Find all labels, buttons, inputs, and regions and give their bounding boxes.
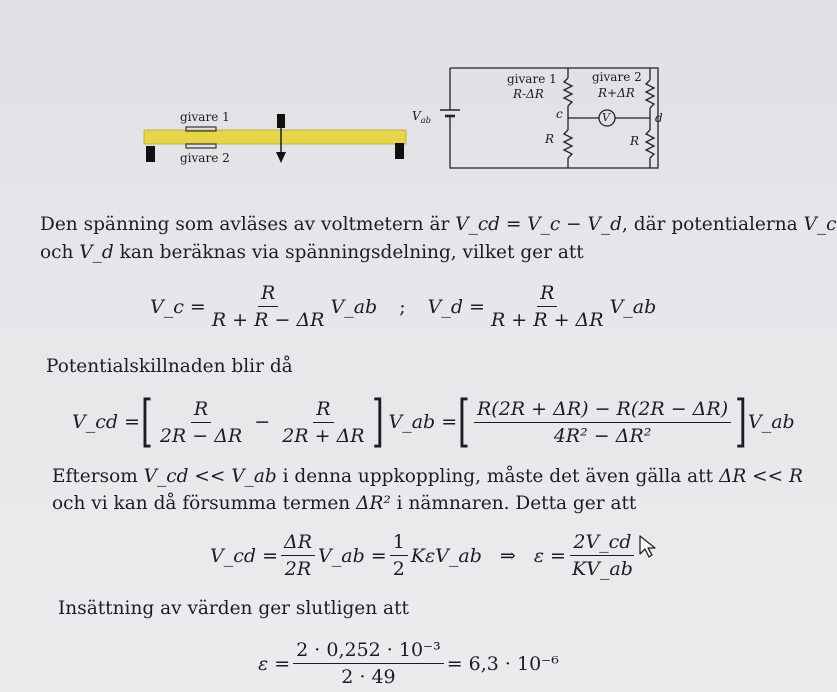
label-givare1: givare 1 (507, 72, 557, 86)
paragraph-3-line-1: Eftersom V_cd << V_ab i denna uppkoppling, måste det även gälla att ΔR << R (52, 466, 803, 487)
beam-label-givare2: givare 2 (180, 151, 230, 165)
paragraph-2: Potentialskillnaden blir då (46, 356, 293, 377)
resistor-r-right (646, 130, 654, 158)
equation-vcd: V_cd = [ $\frac{R}{2R - \Delta R}$ − $\frac{R}{2R + \Delta R}$ ] V_ab = [ $\frac{R(2R + \Delta R) - R(2R - \Delta R)}{\text{4R² − ΔR²}}$ ] V_ab (72, 389, 795, 454)
label-g1-value: R-ΔR (513, 87, 544, 101)
label-g2-value: R+ΔR (598, 86, 635, 100)
support-left (146, 146, 155, 162)
gauge-bottom (186, 144, 216, 148)
label-vab: $V_{ab}$ (412, 109, 432, 125)
label-meter: V (602, 111, 610, 124)
load-arrow-head (276, 152, 286, 163)
equation-vc-vd: V_c = $\frac{R}{R + R - \Delta R}$ V_ab ; V_d = $\frac{R}{R + R + \Delta R}$ V_ab (150, 282, 657, 331)
beam-label-givare1: givare 1 (180, 110, 230, 124)
resistor-givare2 (646, 80, 654, 108)
load-block (277, 114, 285, 128)
equation-epsilon: V_cd = $\frac{\Delta R}{2R}$ V_ab = $\frac{1}{2}$ KεV_ab ⇒ ε = $\frac{2V\_cd}{KV\_ab}$ (210, 531, 633, 580)
label-node-d: d (655, 111, 663, 125)
paragraph-3-line-2: och vi kan då försumma termen ΔR² i nämnaren. Detta ger att (52, 493, 637, 514)
paragraph-1-line-1: Den spänning som avläses av voltmetern är V_cd = V_c − V_d, där potentialerna V_c (40, 214, 837, 235)
equation-result: ε = $\frac{\text{2 · 0,252 · 10⁻³}}{2 \cdot 49}$ = 6,3 · 10⁻⁶ (258, 639, 559, 688)
label-r-left: R (545, 132, 555, 146)
beam (144, 130, 406, 144)
paragraph-1-line-2: och V_d kan beräknas via spänningsdelning, vilket ger att (40, 242, 584, 263)
label-r-right: R (630, 134, 640, 148)
paragraph-4: Insättning av värden ger slutligen att (58, 598, 409, 619)
label-node-c: c (556, 107, 563, 121)
label-givare2: givare 2 (592, 70, 642, 84)
mouse-cursor-icon (638, 534, 658, 560)
resistor-r-left (564, 130, 572, 158)
resistor-givare1 (564, 78, 572, 106)
